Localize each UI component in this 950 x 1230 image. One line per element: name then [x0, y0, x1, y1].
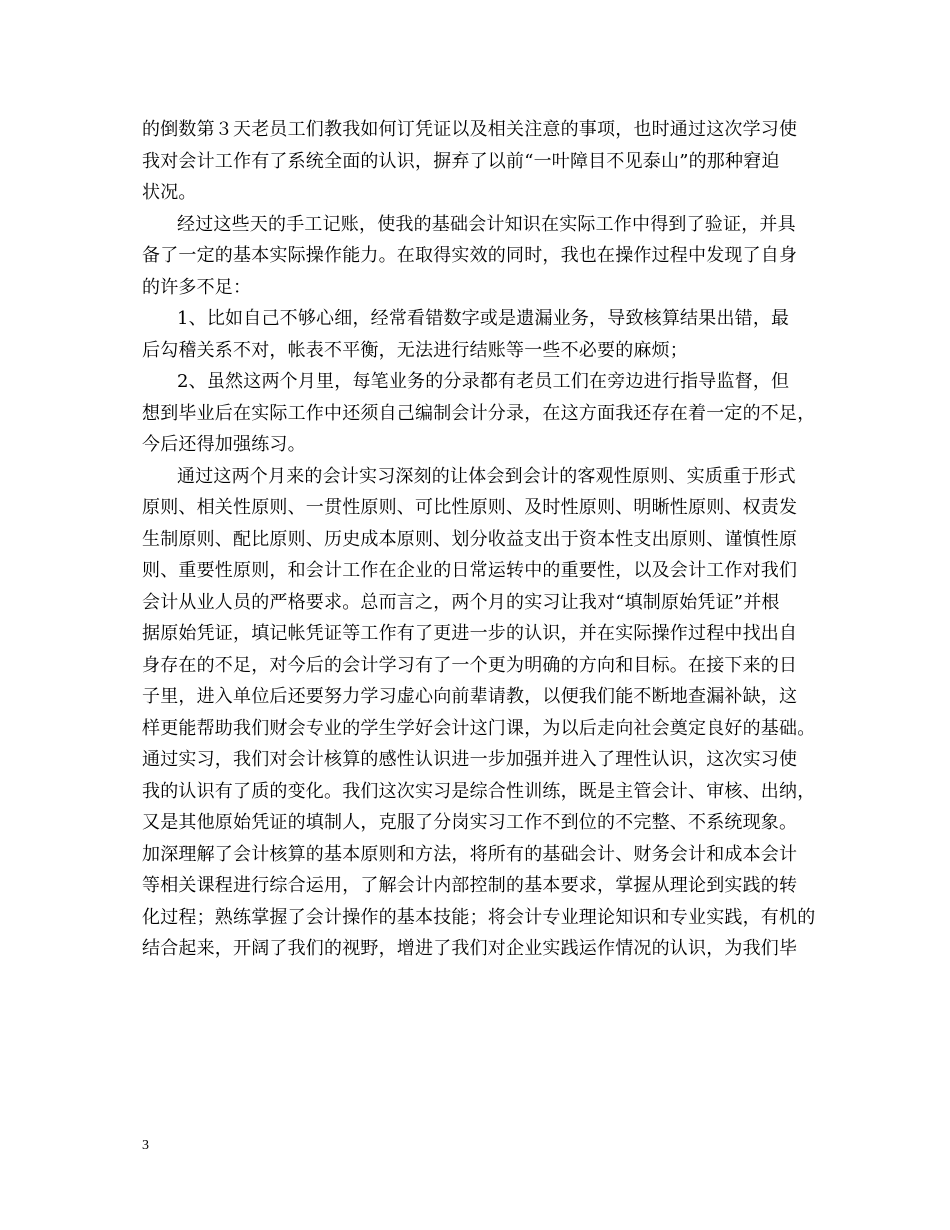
text-line: 生制原则、配比原则、历史成本原则、划分收益支出于资本性支出原则、谨慎性原 — [142, 528, 798, 550]
text-line: 备了一定的基本实际操作能力。在取得实效的同时，我也在操作过程中发现了自身 — [142, 245, 798, 266]
text-line: 想到毕业后在实际工作中还须自己编制会计分录，在这方面我还存在着一定的不足， — [142, 402, 816, 424]
text-line: 又是其他原始凭证的填制人，克服了分岗实习工作不到位的不完整、不系统现象。 — [142, 812, 798, 833]
text-line: 后勾稽关系不对，帐表不平衡，无法进行结账等一些不必要的麻烦； — [142, 339, 688, 361]
text-line: 结合起来，开阔了我们的视野，增进了我们对企业实践运作情况的认识，为我们毕 — [142, 938, 798, 959]
text-line: 样更能帮助我们财会专业的学生学好会计这门课，为以后走向社会奠定良好的基础。 — [142, 717, 816, 739]
document-body — [142, 114, 816, 965]
text-line: 加深理解了会计核算的基本原则和方法，将所有的基础会计、财务会计和成本会计 — [142, 843, 798, 865]
text-line: 原则、相关性原则、一贯性原则、可比性原则、及时性原则、明晰性原则、权责发 — [142, 497, 798, 518]
text-line: 1、比如自己不够心细，经常看错数字或是遗漏业务，导致核算结果出错，最 — [177, 308, 790, 329]
text-line: 的许多不足： — [142, 276, 252, 298]
text-line: 会计从业人员的严格要求。总而言之，两个月的实习让我对“填制原始凭证”并根 — [142, 591, 780, 613]
text-line: 状况。 — [142, 182, 197, 203]
text-line: 今后还得加强练习。 — [142, 434, 306, 455]
text-line: 2、虽然这两个月里，每笔业务的分录都有老员工们在旁边进行指导监督，但 — [177, 371, 790, 392]
text-line: 则、重要性原则，和会计工作在企业的日常运转中的重要性，以及会计工作对我们 — [142, 560, 798, 581]
text-line: 据原始凭证，填记帐凭证等工作有了更进一步的认识，并在实际操作过程中找出自 — [142, 623, 798, 644]
text-line: 子里，进入单位后还要努力学习虚心向前辈请教，以便我们能不断地查漏补缺，这 — [142, 686, 798, 707]
text-line: 通过实习，我们对会计核算的感性认识进一步加强并进入了理性认识，这次实习使 — [142, 749, 798, 770]
text-line: 等相关课程进行综合运用，了解会计内部控制的基本要求，掌握从理论到实践的转 — [142, 875, 798, 896]
text-line: 经过这些天的手工记账，使我的基础会计知识在实际工作中得到了验证，并具 — [177, 213, 796, 235]
text-line: 的倒数第３天老员工们教我如何订凭证以及相关注意的事项，也时通过这次学习使 — [142, 119, 798, 140]
text-line: 我对会计工作有了系统全面的认识，摒弃了以前“一叶障目不见泰山”的那种窘迫 — [142, 150, 780, 172]
text-line: 身存在的不足，对今后的会计学习有了一个更为明确的方向和目标。在接下来的日 — [142, 654, 798, 676]
text-line: 化过程；熟练掌握了会计操作的基本技能；将会计专业理论知识和专业实践，有机的 — [142, 906, 816, 928]
page-number: 3 — [142, 1138, 149, 1153]
text-line: 通过这两个月来的会计实习深刻的让体会到会计的客观性原则、实质重于形式 — [177, 465, 796, 487]
text-line: 我的认识有了质的变化。我们这次实习是综合性训练，既是主管会计、审核、出纳， — [142, 780, 816, 802]
